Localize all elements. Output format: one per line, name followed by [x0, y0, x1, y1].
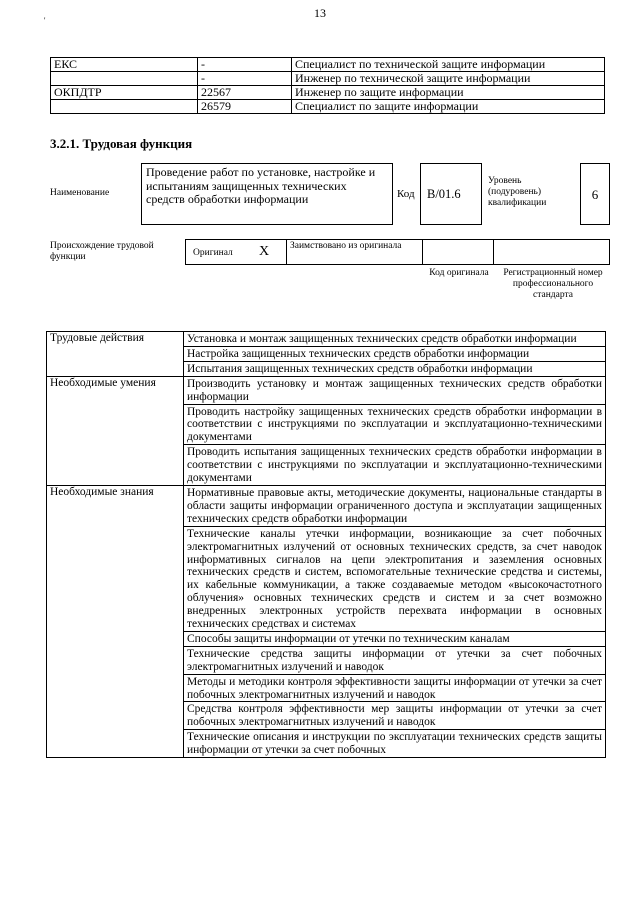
table-cell: Методы и методики контроля эффективности защиты информации от утечки за счет побочных электромагнитных излучений и наводок: [184, 674, 606, 702]
table-row: [47, 376, 606, 404]
level-label: Уровень (подуровень) квалификации: [488, 176, 547, 208]
table-row: [51, 100, 605, 114]
table-row: [47, 485, 606, 526]
classifier-cell: ОКПДТР: [51, 86, 198, 100]
code-cell: -: [198, 72, 292, 86]
table-cell: Технические описания и инструкции по эксплуатации технических средств защиты информации от утечки за счет побочных: [184, 730, 606, 758]
classifier-cell: [51, 100, 198, 114]
classifier-cell: [51, 72, 198, 86]
table-cell: Проводить испытания защищенных технических средств обработки информации в соответствии с инструкциями по эксплуатации и эксплуатационно-техническими документами: [184, 445, 606, 486]
divider: [286, 239, 287, 265]
table-row: [47, 332, 606, 347]
name-label: Наименование: [50, 188, 110, 198]
competency-table: [46, 331, 606, 758]
code-label: Код: [397, 188, 415, 200]
origin-label: Происхождение трудовой функции: [50, 241, 154, 262]
original-label: Оригинал: [193, 248, 233, 258]
occupation-name-cell: Инженер по технической защите информации: [292, 72, 605, 86]
function-name-box: [141, 163, 393, 225]
borrowed-label: Заимствовано из оригинала: [290, 241, 402, 251]
code-original-caption: Код оригинала: [429, 268, 489, 278]
table-row: [51, 72, 605, 86]
table-cell: Нормативные правовые акты, методические документы, национальные стандарты в области защиты информации ограниченного доступа и эксплуатации защищенных технических средств обработки информации: [184, 485, 606, 526]
codes-table: [50, 57, 605, 114]
code-cell: 26579: [198, 100, 292, 114]
table-cell: Настройка защищенных технических средств обработки информации: [184, 346, 606, 361]
page-number: 13: [314, 6, 326, 20]
section-heading: 3.2.1. Трудовая функция: [50, 136, 193, 151]
table-cell: Проводить настройку защищенных технических средств обработки информации в соответствии с инструкциями по эксплуатации и эксплуатационно-техническими документами: [184, 404, 606, 445]
occupation-name-cell: Специалист по защите информации: [292, 100, 605, 114]
table-row: [51, 86, 605, 100]
occupation-name-cell: Специалист по технической защите информации: [292, 58, 605, 72]
reg-number-caption: Регистрационный номер профессионального стандарта: [503, 268, 603, 300]
level-value: 6: [591, 187, 599, 202]
section-label: Необходимые умения: [47, 376, 184, 485]
level-box: [580, 163, 610, 225]
section-label: Необходимые знания: [47, 485, 184, 757]
section-label: Трудовые действия: [47, 332, 184, 377]
table-row: [51, 58, 605, 72]
origin-box: [185, 239, 610, 265]
table-cell: Технические средства защиты информации от утечки за счет побочных электромагнитных излучений и наводок: [184, 646, 606, 674]
table-cell: Испытания защищенных технических средств обработки информации: [184, 361, 606, 376]
table-cell: Установка и монтаж защищенных технических средств обработки информации: [184, 332, 606, 347]
table-cell: Производить установку и монтаж защищенных технических средств обработки информации: [184, 376, 606, 404]
table-cell: Технические каналы утечки информации, возникающие за счет побочных электромагнитных излучений от основных технических средств, за счет наводок информативных сигналов на цепи электропитания и заземления основных технических средств и систем, вспомогательные технические средства и системы, их кабельные коммуникации, а также создаваемые методом «высокочастотного облучения» основных технических средств и систем и за счет возможно внедренных электронных устройств перехвата информации в основных технических средствах и системах: [184, 526, 606, 631]
table-cell: Средства контроля эффективности мер защиты информации от утечки за счет побочных электромагнитных излучений и наводок: [184, 702, 606, 730]
occupation-name-cell: Инженер по защите информации: [292, 86, 605, 100]
code-cell: 22567: [198, 86, 292, 100]
function-name-value: Проведение работ по установке, настройке и испытаниям защищенных технических средств обработки информации: [146, 165, 376, 206]
original-mark: X: [259, 244, 270, 259]
divider: [422, 239, 423, 265]
function-code-value: B/01.6: [427, 187, 461, 201]
function-code-box: [420, 163, 482, 225]
code-cell: -: [198, 58, 292, 72]
classifier-cell: ЕКС: [51, 58, 198, 72]
corner-mark: ': [44, 16, 46, 25]
table-cell: Способы защиты информации от утечки по техническим каналам: [184, 631, 606, 646]
divider: [493, 239, 494, 265]
